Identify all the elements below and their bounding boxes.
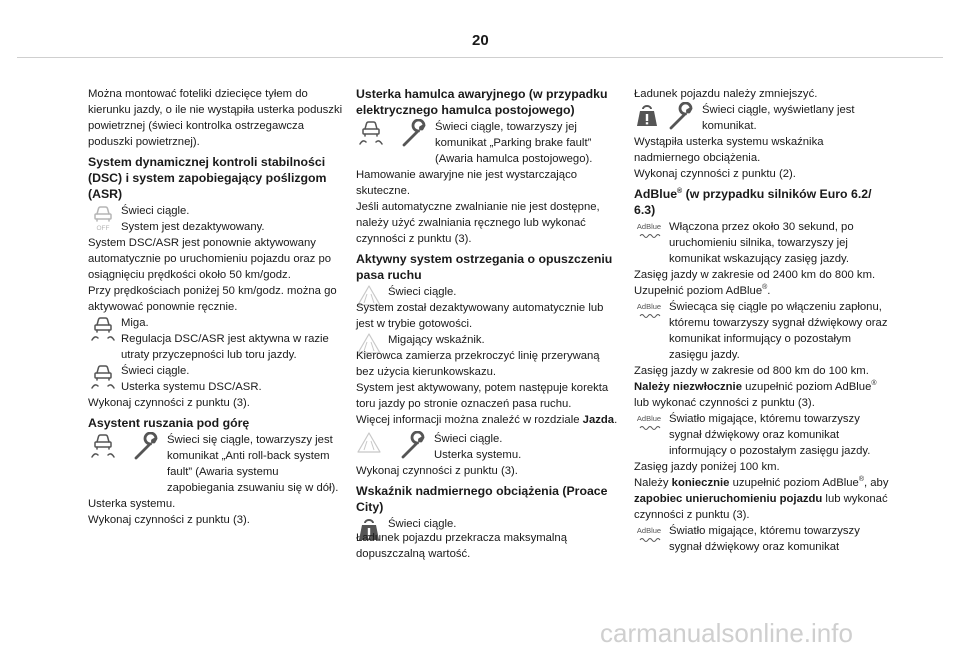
overload-fault-entry bbox=[634, 102, 890, 134]
adblue-refill-3-bold: koniecznie bbox=[671, 477, 730, 489]
parking-brake-heading: Usterka hamulca awaryjnego (w przypadku elektrycznego hamulca postojowego) bbox=[356, 87, 608, 117]
lane-departure-text-2 bbox=[388, 332, 485, 348]
adblue-desc-1: Włączona przez około 30 sekund, po uruchomieniu silnika, towarzyszy jej komunikat wskazujący zasięg jazdy. bbox=[669, 221, 854, 265]
child-seat-paragraph: Można montować foteliki dziecięce tyłem do kierunku jazdy, o ile nie wystąpiła usterka poduszki powietrznej (świeci kontrolka ostrzegawcza poduszki powietrznej). bbox=[88, 88, 343, 148]
svg-text:AdBlue: AdBlue bbox=[636, 302, 662, 311]
dsc-off-text bbox=[121, 203, 265, 235]
lane-desc-3: System jest aktywowany, potem następuje korekta toru jazdy po stronie oznaczeń pasa ruchu. bbox=[356, 382, 609, 410]
lane-fault-action: Wykonaj czynności z punktu (3). bbox=[356, 465, 518, 477]
adblue-refill-2-text: uzupełnić poziom AdBlue bbox=[741, 381, 872, 393]
adblue-icon bbox=[634, 523, 664, 549]
overload-fault-icons bbox=[634, 102, 702, 132]
overload-weight-icon bbox=[634, 102, 660, 126]
svg-text:AdBlue: AdBlue bbox=[636, 222, 662, 231]
adblue-refill-3-a: Należy bbox=[634, 477, 672, 489]
lane-status-1: Świeci ciągle. bbox=[388, 286, 457, 298]
page-number: 20 bbox=[472, 32, 489, 49]
adblue-refill-2-tail: lub wykonać czynności z punktu (3). bbox=[634, 397, 815, 409]
adblue-refill-1: Uzupełnić poziom AdBlue®. bbox=[634, 284, 771, 297]
adblue-heading-brand: AdBlue bbox=[634, 187, 678, 201]
header-divider bbox=[17, 57, 943, 58]
dsc-fault-action: Wykonaj czynności z punktu (3). bbox=[88, 397, 250, 409]
hill-start-action: Wykonaj czynności z punktu (3). bbox=[88, 514, 250, 526]
svg-text:AdBlue: AdBlue bbox=[636, 414, 662, 423]
svg-text:AdBlue: AdBlue bbox=[636, 526, 662, 535]
parking-brake-insufficient: Hamowanie awaryjne nie jest wystarczająco skuteczne. bbox=[356, 169, 578, 197]
adblue-refill-2 bbox=[634, 379, 890, 411]
wrench-icon bbox=[398, 431, 428, 461]
hill-start-desc: Świeci się ciągle, towarzyszy jest komunikat „Anti roll-back system fault” (Awaria systemu zapobiegania zsuwaniu się w dół). bbox=[167, 434, 339, 494]
adblue-range-2: Zasięg jazdy w zakresie od 800 km do 100 km. bbox=[634, 365, 869, 377]
dsc-fault-desc: Usterka systemu DSC/ASR. bbox=[121, 381, 262, 393]
dsc-flash-status: Miga. bbox=[121, 317, 149, 329]
svg-text:OFF: OFF bbox=[96, 225, 110, 232]
hill-start-icons bbox=[88, 432, 167, 462]
adblue-icon bbox=[634, 411, 664, 437]
adblue-refill-3-bold2: zapobiec unieruchomieniu pojazdu bbox=[634, 493, 823, 505]
lane-desc-2: Kierowca zamierza przekroczyć linię przerywaną bez użycia kierunkowskazu. bbox=[356, 350, 600, 378]
lane-departure-text-3 bbox=[434, 431, 521, 463]
dsc-fault-status: Świeci ciągle. bbox=[121, 365, 190, 377]
adblue-refill-3-d: lub wykonać czynności z punktu (3). bbox=[634, 493, 888, 521]
lane-status-3: Świeci ciągle. bbox=[434, 433, 503, 445]
dsc-reactivation: System DSC/ASR jest ponownie aktywowany automatycznie po uruchomieniu pojazdu oraz po osiągnięciu prędkości około 50 km/godz. bbox=[88, 237, 332, 281]
wrench-icon bbox=[131, 432, 161, 462]
adblue-heading-rest: (w przypadku silników Euro 6.2/ 6.3) bbox=[634, 187, 872, 217]
adblue-icon bbox=[634, 219, 664, 245]
lane-departure-entry-3 bbox=[356, 431, 620, 463]
adblue-entry-2 bbox=[634, 299, 890, 363]
dsc-off-desc: System jest dezaktywowany. bbox=[121, 221, 265, 233]
adblue-entry-3 bbox=[634, 411, 890, 459]
adblue-refill-3-c: , aby bbox=[863, 477, 889, 489]
adblue-entry-4 bbox=[634, 523, 890, 555]
adblue-desc-3: Światło migające, któremu towarzyszy sygnał dźwiękowy oraz komunikat informujący o pozostałym zasięgu jazdy. bbox=[669, 413, 871, 457]
lane-more-info-link-text: Jazda bbox=[582, 414, 615, 426]
overload-heading: Wskaźnik nadmiernego obciążenia (Proace City) bbox=[356, 484, 608, 514]
lane-desc-1: System został dezaktywowany automatycznie lub jest w trybie gotowości. bbox=[356, 302, 604, 330]
overload-fault-desc: Świeci ciągle, wyświetlany jest komunikat. bbox=[702, 104, 855, 132]
registered-mark: ® bbox=[762, 284, 768, 292]
dsc-icon bbox=[88, 363, 118, 393]
lane-fault-desc: Usterka systemu. bbox=[434, 449, 522, 461]
lane-departure-text-1 bbox=[388, 284, 456, 300]
adblue-range-3: Zasięg jazdy poniżej 100 km. bbox=[634, 461, 780, 473]
dsc-flash-text bbox=[121, 315, 346, 363]
lane-status-2: Migający wskaźnik. bbox=[388, 334, 485, 346]
hill-start-fault: Usterka systemu. bbox=[88, 498, 176, 510]
lane-more-info: Więcej informacji można znaleźć w rozdziale Jazda. bbox=[356, 414, 618, 426]
lane-more-info-text: Więcej informacji można znaleźć w rozdziale bbox=[356, 414, 580, 426]
adblue-entry-1 bbox=[634, 219, 890, 267]
adblue-range-1: Zasięg jazdy w zakresie od 2400 km do 800 km. bbox=[634, 269, 876, 281]
dsc-icon bbox=[356, 119, 386, 149]
wrench-icon bbox=[666, 102, 696, 132]
watermark: carmanualsonline.info bbox=[600, 618, 853, 648]
dsc-off-entry bbox=[88, 203, 346, 235]
dsc-icon bbox=[88, 315, 118, 345]
parking-brake-manual: Jeśli automatyczne zwalnianie nie jest dostępne, należy użyć zwalniania ręcznego lub wykonać czynności z punktu (3). bbox=[356, 201, 600, 245]
dsc-fault-entry bbox=[88, 363, 346, 395]
adblue-refill-1-text: Uzupełnić poziom AdBlue bbox=[634, 285, 763, 297]
registered-mark: ® bbox=[871, 380, 877, 388]
dsc-fault-text bbox=[121, 363, 262, 395]
wrench-icon bbox=[399, 119, 429, 149]
lane-departure-heading: Aktywny system ostrzegania o opuszczeniu pasa ruchu bbox=[356, 252, 613, 282]
parking-brake-desc: Świeci ciągle, towarzyszy jej komunikat „Parking brake fault” (Awaria hamulca postojowego). bbox=[435, 121, 593, 165]
adblue-refill-3 bbox=[634, 475, 890, 523]
column-left bbox=[88, 86, 346, 528]
adblue-desc-2: Świecąca się ciągle po włączeniu zapłonu, któremu towarzyszy sygnał dźwiękowy oraz komunikat informujący o pozostałym zasięgu jazdy. bbox=[669, 301, 888, 361]
adblue-refill-2-bold: Należy niezwłocznie bbox=[634, 381, 742, 393]
parking-brake-icons bbox=[356, 119, 435, 149]
overload-reduce: Ładunek pojazdu należy zmniejszyć. bbox=[634, 88, 818, 100]
dsc-flash-desc: Regulacja DSC/ASR jest aktywna w razie utraty przyczepności lub toru jazdy. bbox=[121, 333, 329, 361]
dsc-icon bbox=[88, 432, 118, 462]
column-right bbox=[634, 86, 890, 555]
overload-fault-action: Wykonaj czynności z punktu (2). bbox=[634, 168, 796, 180]
dsc-off-icon bbox=[88, 203, 118, 233]
dsc-flash-entry bbox=[88, 315, 346, 363]
lane-warning-icon bbox=[356, 431, 382, 455]
dsc-asr-heading: System dynamicznej kontroli stabilności (DSC) i system zapobiegający poślizgom (ASR) bbox=[88, 155, 327, 201]
overload-status: Świeci ciągle. bbox=[388, 518, 457, 530]
parking-brake-entry bbox=[356, 119, 620, 167]
adblue-refill-3-b: uzupełnić poziom AdBlue bbox=[729, 477, 859, 489]
dsc-off-status: Świeci ciągle. bbox=[121, 205, 190, 217]
dsc-manual: Przy prędkościach poniżej 50 km/godz. można go aktywować ponownie ręcznie. bbox=[88, 285, 337, 313]
overload-desc: Ładunek pojazdu przekracza maksymalną dopuszczalną wartość. bbox=[356, 532, 567, 560]
adblue-desc-4: Światło migające, któremu towarzyszy sygnał dźwiękowy oraz komunikat bbox=[669, 525, 860, 553]
overload-fault-info: Wystąpiła usterka systemu wskaźnika nadmiernego obciążenia. bbox=[634, 136, 824, 164]
registered-mark: ® bbox=[858, 476, 864, 484]
registered-mark: ® bbox=[677, 187, 683, 195]
adblue-heading bbox=[634, 186, 890, 218]
adblue-icon bbox=[634, 299, 664, 325]
hill-start-heading: Asystent ruszania pod górę bbox=[88, 416, 250, 430]
lane-fault-icons bbox=[356, 431, 434, 461]
column-middle bbox=[356, 86, 620, 562]
hill-start-entry bbox=[88, 432, 346, 496]
